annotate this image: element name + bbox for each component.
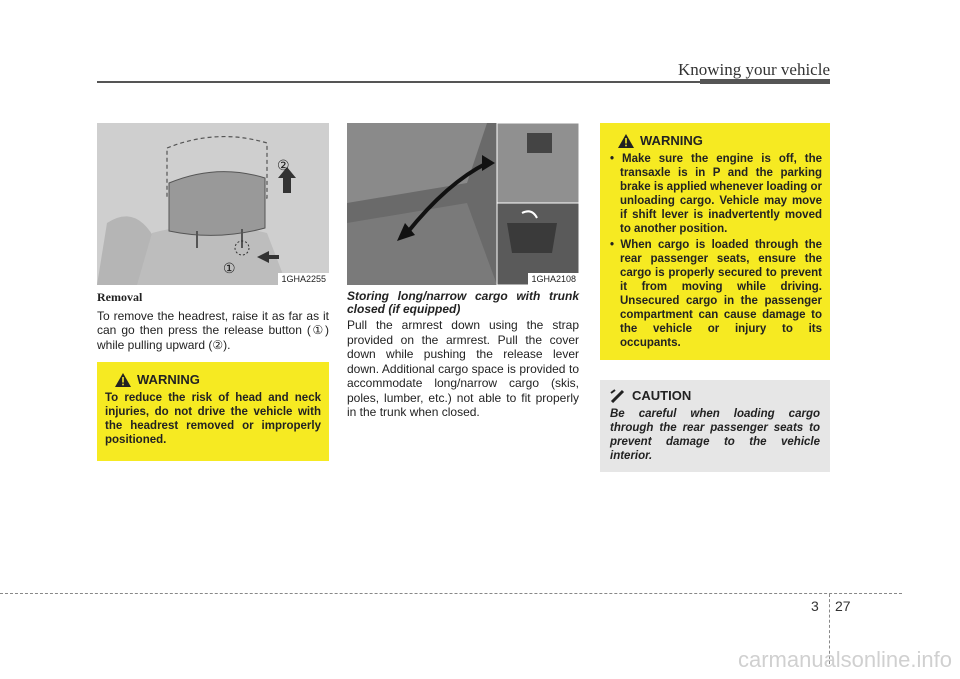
warning-list bbox=[608, 152, 822, 350]
headrest-illustration bbox=[97, 123, 329, 285]
cargo-warning-box bbox=[600, 123, 830, 360]
armrest-figure bbox=[347, 123, 579, 285]
caution-title: CAUTION bbox=[632, 388, 692, 403]
armrest-illustration bbox=[347, 123, 579, 285]
warning-item-2: • When cargo is loaded through the rear passenger seats, ensure the cargo is properly secured to prevent it from moving while driving. Unsecured cargo in the passenger compartment can cause damage to the vehicle or injury to its occupants. bbox=[610, 239, 822, 349]
callout-1: ① bbox=[223, 260, 236, 276]
removal-body: To remove the headrest, raise it as far as it can go then press the release button (①) while pulling upward (②). bbox=[97, 308, 329, 352]
storing-section bbox=[347, 290, 579, 420]
header-rule-accent bbox=[700, 79, 830, 84]
footer-rule bbox=[0, 593, 902, 594]
storing-title: Storing long/narrow cargo with trunk closed (if equipped) bbox=[347, 289, 579, 316]
page-number: 27 bbox=[835, 598, 851, 614]
figure-code: 1GHA2255 bbox=[278, 273, 329, 285]
warning-triangle-icon bbox=[618, 134, 634, 148]
warning-title: WARNING bbox=[640, 133, 703, 148]
headrest-figure bbox=[97, 123, 329, 285]
warning-body: To reduce the risk of head and neck injuries, do not drive the vehicle with the headrest removed or improperly positioned. bbox=[105, 392, 321, 446]
removal-section bbox=[97, 290, 329, 352]
storing-body: Pull the armrest down using the strap provided on the armrest. Pull the cover down while pushing the release lever down. Additional cargo space is provided to accommodate long/narrow cargo (skis, poles, lumber, etc.) not able to fit properly in the trunk when closed. bbox=[347, 318, 579, 419]
warning-header bbox=[618, 133, 822, 148]
caution-slash-icon bbox=[610, 389, 626, 403]
warning-item-1: • Make sure the engine is off, the transaxle is in P and the parking brake is applied whenever loading or unloading cargo. Vehicle may move if shift lever is inadvertently moved to another position. bbox=[610, 153, 822, 235]
warning-title: WARNING bbox=[137, 372, 200, 387]
headrest-warning-box bbox=[97, 362, 329, 461]
header-title: Knowing your vehicle bbox=[677, 60, 830, 79]
callout-2: ② bbox=[277, 157, 290, 173]
removal-title: Removal bbox=[97, 290, 143, 304]
watermark: carmanualsonline.info bbox=[737, 647, 952, 672]
chapter-number: 3 bbox=[811, 598, 819, 614]
figure-code: 1GHA2108 bbox=[528, 273, 579, 285]
caution-body: Be careful when loading cargo through the rear passenger seats to prevent damage to the vehicle interior. bbox=[610, 408, 820, 462]
warning-header bbox=[115, 372, 321, 387]
warning-triangle-icon bbox=[115, 373, 131, 387]
caution-box bbox=[600, 380, 830, 472]
caution-header bbox=[610, 388, 820, 403]
